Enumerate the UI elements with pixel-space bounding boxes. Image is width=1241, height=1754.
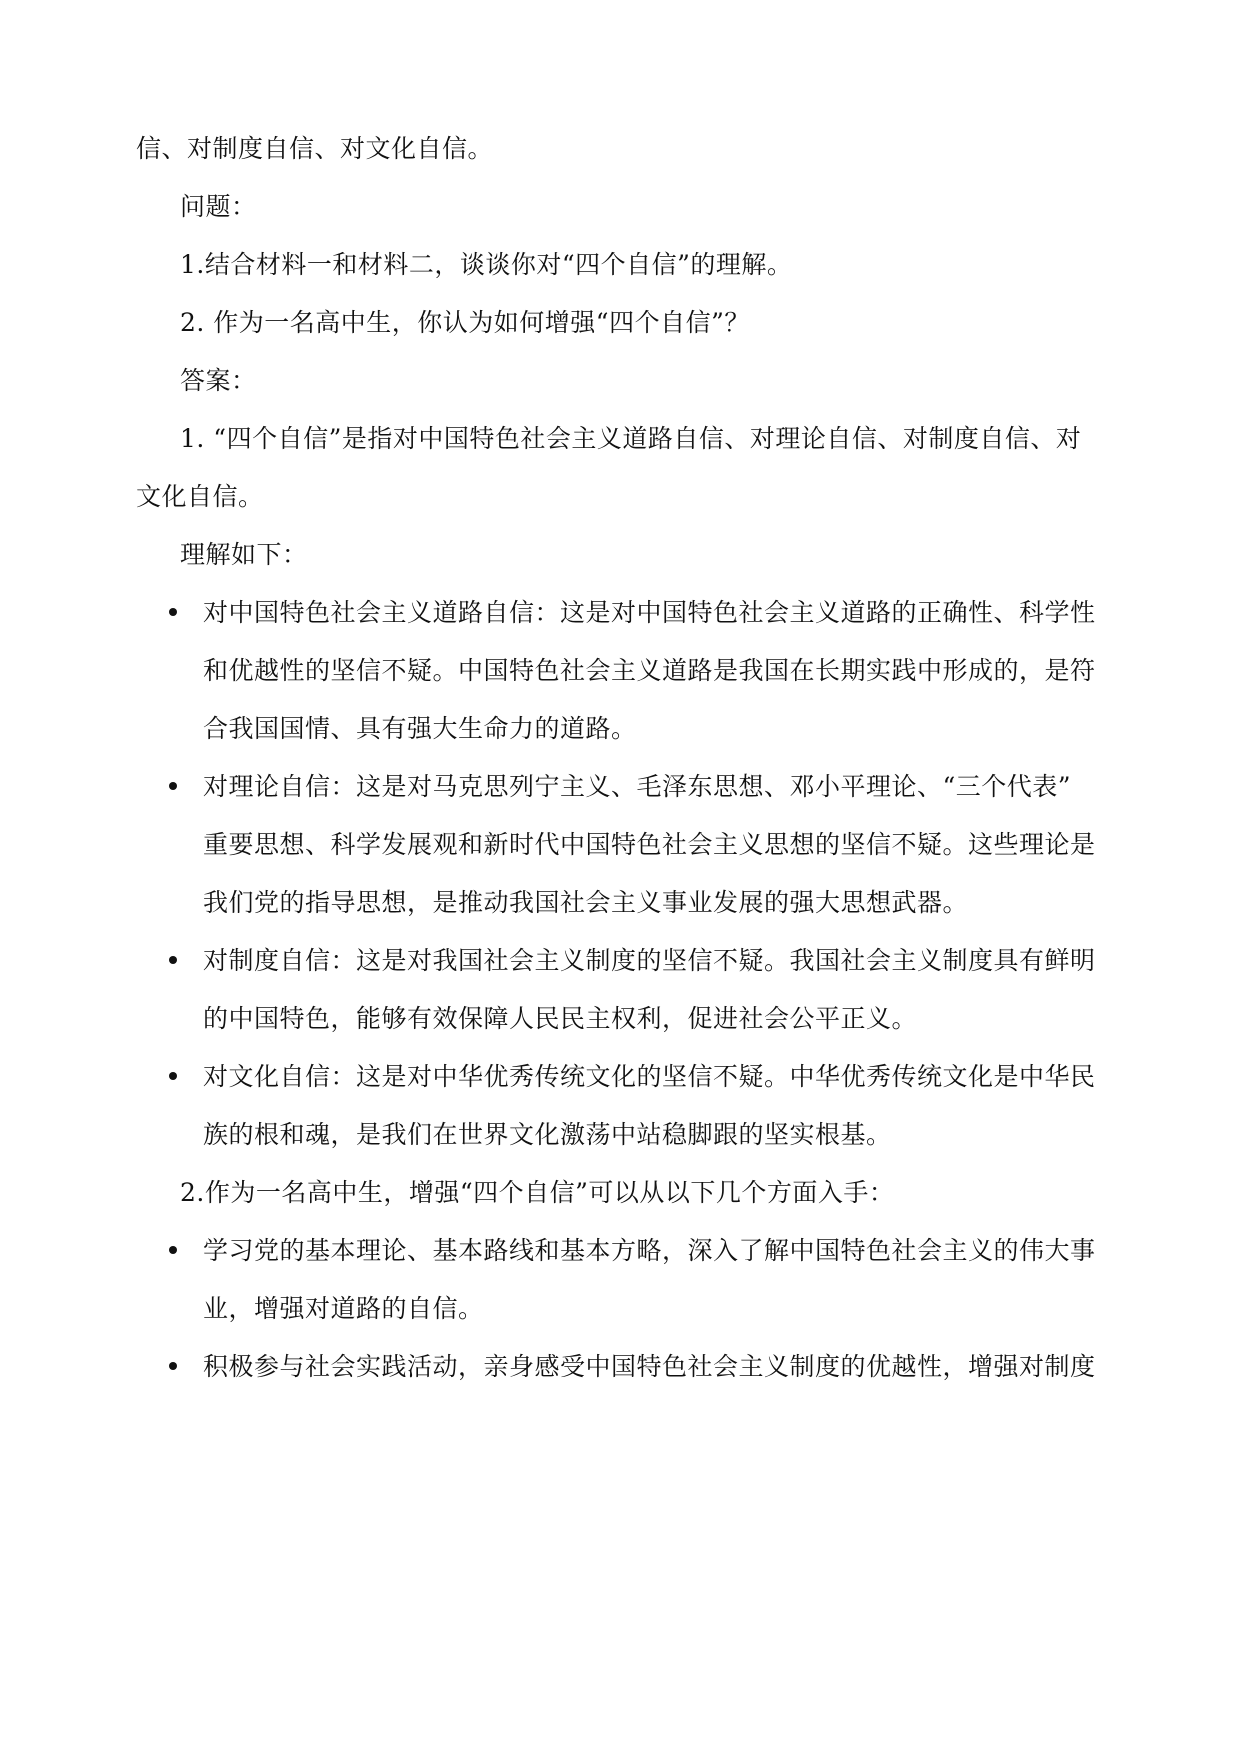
bullet-icon	[169, 1246, 177, 1254]
question-2: 2. 作为一名高中生，你认为如何增强“四个自信”？	[180, 308, 750, 337]
bullet-icon	[169, 1072, 177, 1080]
bullet-icon	[169, 608, 177, 616]
list-item-line: 我们党的指导思想，是推动我国社会主义事业发展的强大思想武器。	[203, 888, 969, 917]
list-item-line: 的中国特色，能够有效保障人民民主权利，促进社会公平正义。	[203, 1004, 918, 1033]
list-item-line: 积极参与社会实践活动，亲身感受中国特色社会主义制度的优越性，增强对制度	[203, 1352, 1096, 1381]
list-item-line: 对中国特色社会主义道路自信：这是对中国特色社会主义道路的正确性、科学性	[203, 598, 1096, 627]
list-item-line: 学习党的基本理论、基本路线和基本方略，深入了解中国特色社会主义的伟大事	[203, 1236, 1096, 1265]
list-item-line: 对制度自信：这是对我国社会主义制度的坚信不疑。我国社会主义制度具有鲜明	[203, 946, 1096, 975]
answer-1-line: 文化自信。	[136, 482, 264, 511]
list-item-line: 对文化自信：这是对中华优秀传统文化的坚信不疑。中华优秀传统文化是中华民	[203, 1062, 1096, 1091]
bullet-icon	[169, 956, 177, 964]
answer-2-heading: 2.作为一名高中生，增强“四个自信”可以从以下几个方面入手：	[180, 1178, 895, 1207]
bullet-icon	[169, 782, 177, 790]
list-item-line: 和优越性的坚信不疑。中国特色社会主义道路是我国在长期实践中形成的，是符	[203, 656, 1096, 685]
list-item-line: 对理论自信：这是对马克思列宁主义、毛泽东思想、邓小平理论、“三个代表”	[203, 772, 1072, 801]
answer-1-line: 1. “四个自信”是指对中国特色社会主义道路自信、对理论自信、对制度自信、对	[180, 424, 1082, 453]
understanding-heading: 理解如下：	[180, 540, 308, 569]
list-item-line: 业，增强对道路的自信。	[203, 1294, 484, 1323]
question-1: 1.结合材料一和材料二，谈谈你对“四个自信”的理解。	[180, 250, 793, 279]
bullet-icon	[169, 1362, 177, 1370]
answer-heading: 答案：	[180, 366, 257, 395]
text-line: 信、对制度自信、对文化自信。	[136, 134, 494, 163]
list-item-line: 族的根和魂，是我们在世界文化激荡中站稳脚跟的坚实根基。	[203, 1120, 892, 1149]
list-item-line: 合我国国情、具有强大生命力的道路。	[203, 714, 637, 743]
list-item-line: 重要思想、科学发展观和新时代中国特色社会主义思想的坚信不疑。这些理论是	[203, 830, 1096, 859]
question-heading: 问题：	[180, 192, 257, 221]
